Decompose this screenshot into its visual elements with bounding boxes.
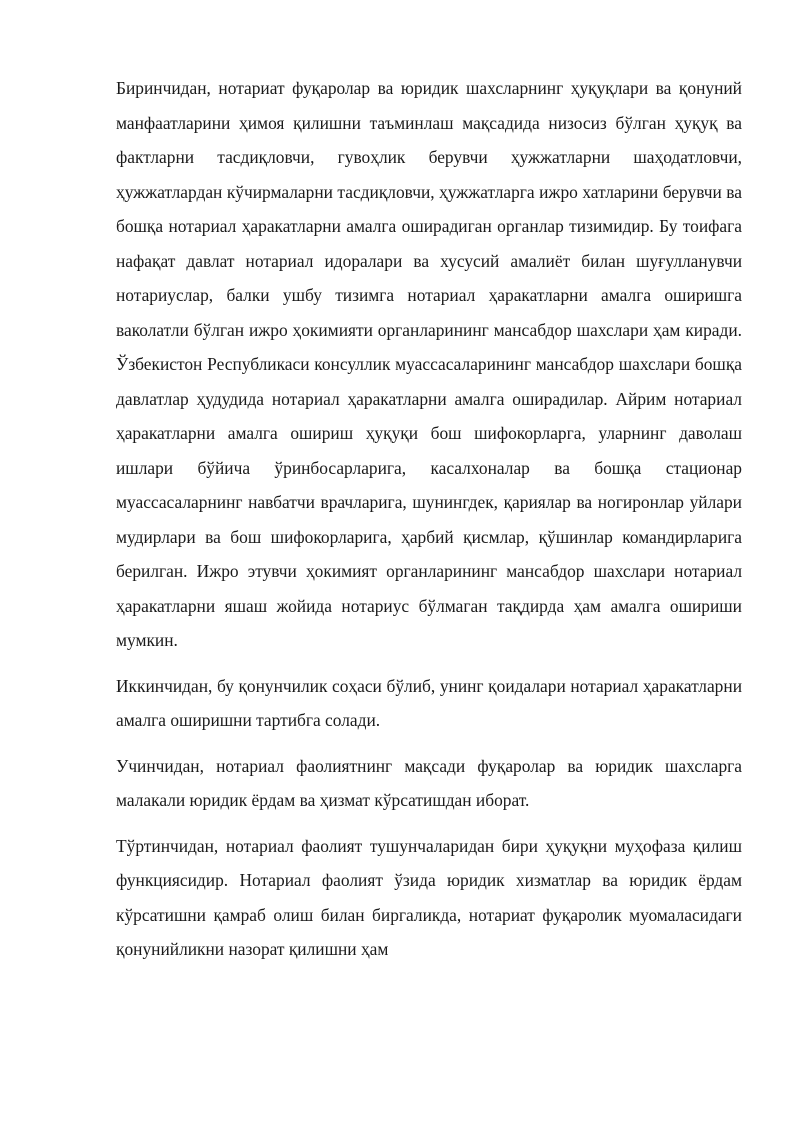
- paragraph-1: Биринчидан, нотариат фуқаролар ва юридик шахсларнинг ҳуқуқлари ва қонуний манфаатларини ҳимоя қилишни таъминлаш мақсадида низосиз бўлган ҳуқуқ ва фактларни тасдиқловчи, гувоҳлик берувчи ҳужжатларни шаҳодатловчи, ҳужжатлардан кўчирмаларни тасдиқловчи, ҳужжатларга ижро хатларини берувчи ва бошқа нотариал ҳаракатларни амалга оширадиган органлар тизимидир. Бу тоифага нафақат давлат нотариал идоралари ва хусусий амалиёт билан шуғулланувчи нотариуслар, балки ушбу тизимга нотариал ҳаракатларни амалга оширишга ваколатли бўлган ижро ҳокимияти органларининг мансабдор шахслари ҳам киради. Ўзбекистон Республикаси консуллик муассасаларининг мансабдор шахслари бошқа давлатлар ҳудудида нотариал ҳаракатларни амалга оширадилар. Айрим нотариал ҳаракатларни амалга ошириш ҳуқуқи бош шифокорларга, уларнинг даволаш ишлари бўйича ўринбосарларига, касалхоналар ва бошқа стационар муассасаларнинг навбатчи врачларига, шунингдек, қариялар ва ногиронлар уйлари мудирлари ва бош шифокорларига, ҳарбий қисмлар, қўшинлар командирларига берилган. Ижро этувчи ҳокимият органларининг мансабдор шахслари нотариал ҳаракатларни яшаш жойида нотариус бўлмаган тақдирда ҳам амалга ошириши мумкин.: [116, 78, 742, 650]
- paragraph-3: Учинчидан, нотариал фаолиятнинг мақсади фуқаролар ва юридик шахсларга малакали юридик ёрдам ва ҳизмат кўрсатишдан иборат.: [116, 755, 742, 810]
- paragraph-4: Тўртинчидан, нотариал фаолият тушунчаларидан бири ҳуқуқни муҳофаза қилиш функциясидир. Нотариал фаолият ўзида юридик хизматлар ва юридик ёрдам кўрсатишни қамраб олиш билан биргаликда, нотариат фуқаролик муомаласидаги қонунийликни назорат қилишни ҳам: [116, 835, 742, 959]
- paragraph-2: Иккинчидан, бу қонунчилик соҳаси бўлиб, унинг қоидалари нотариал ҳаракатларни амалга оширишни тартибга солади.: [116, 675, 742, 730]
- body-text: [116, 71, 742, 978]
